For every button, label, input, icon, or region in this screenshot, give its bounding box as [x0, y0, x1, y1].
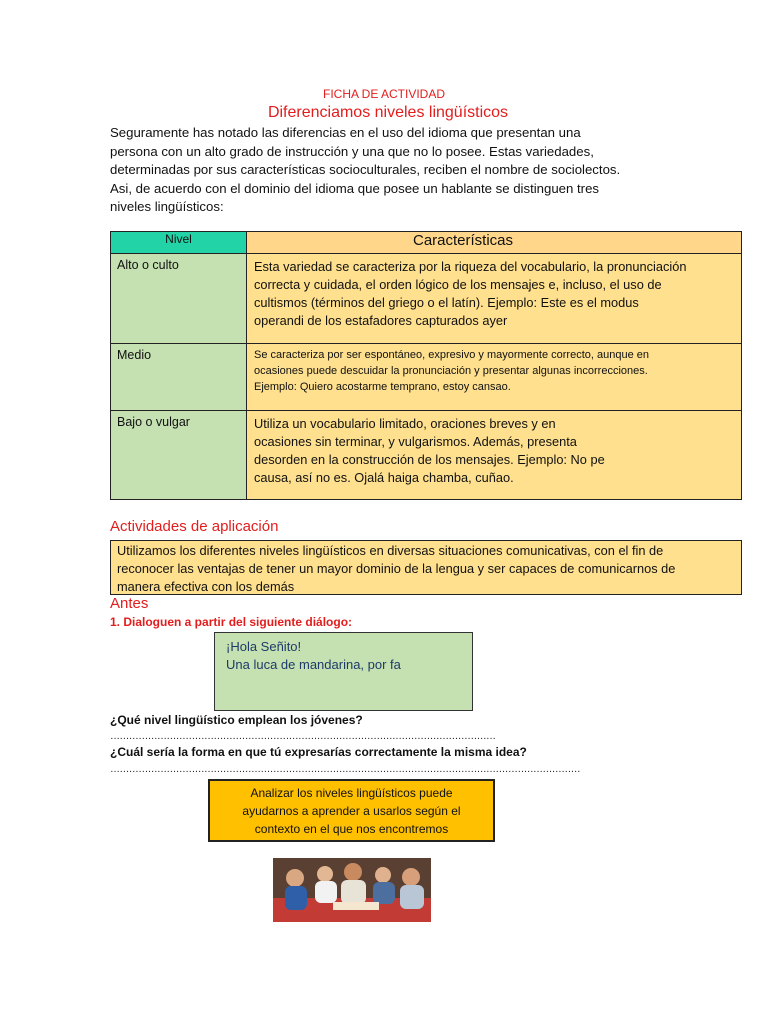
intro-line: niveles lingüísticos:	[110, 199, 224, 214]
description-line: Ejemplo: Quiero acostarme temprano, estoy cansao.	[254, 381, 511, 393]
tip-line: Analizar los niveles lingüísticos puede	[250, 786, 453, 800]
level-name: Medio	[117, 348, 152, 362]
level-description	[247, 411, 741, 491]
intro-line: Asi, de acuerdo con el dominio del idioma que posee un hablante se distinguen tres	[110, 180, 599, 196]
purpose-line: Utilizamos los diferentes niveles lingüísticos en diversas situaciones comunicativas, con el fin de	[117, 543, 664, 558]
activities-heading: Actividades de aplicación	[110, 518, 279, 535]
description-line: operandi de los estafadores capturados ayer	[254, 313, 508, 328]
answer-line-2[interactable]: ……………………………………………………………………………………………………………………………………	[110, 764, 581, 775]
document-label: FICHA DE ACTIVIDAD	[322, 87, 446, 101]
dialog-line: ¡Hola Señito!	[226, 639, 302, 654]
description-line: ocasiones sin terminar, y vulgarismos. Además, presenta	[254, 434, 577, 449]
tip-box	[208, 779, 495, 842]
tip-line: ayudarnos a aprender a usarlos según el	[242, 804, 461, 818]
purpose-line: reconocer las ventajas de tener un mayor dominio de la lengua y ser capaces de comunicarnos de	[117, 561, 676, 576]
students-photo	[273, 858, 431, 922]
level-name: Alto o culto	[117, 258, 179, 272]
level-name: Bajo o vulgar	[117, 415, 190, 429]
description-line: ocasiones puede descuidar la pronunciación y presentar algunas incorrecciones.	[254, 365, 648, 377]
question-2: ¿Cuál sería la forma en que tú expresarías correctamente la misma idea?	[110, 745, 527, 759]
description-line: Se caracteriza por ser espontáneo, expresivo y mayormente correcto, aunque en	[254, 349, 649, 361]
header-characteristics: Características	[247, 232, 742, 254]
table-header-row	[111, 232, 742, 254]
description-line: correcta y cuidada, el orden lógico de los mensajes e, incluso, el uso de	[254, 277, 662, 292]
document-title: Diferenciamos niveles lingüísticos	[267, 104, 509, 121]
question-1: ¿Qué nivel lingüístico emplean los jóvenes?	[110, 713, 363, 727]
description-line: Esta variedad se caracteriza por la riqueza del vocabulario, la pronunciación	[254, 259, 687, 274]
header-level: Nivel	[111, 232, 247, 254]
table-row	[111, 254, 742, 344]
table-row	[111, 411, 742, 500]
dialog-box	[214, 632, 473, 711]
purpose-line: manera efectiva con los demás	[117, 579, 295, 594]
table-row	[111, 344, 742, 411]
dialog-line: Una luca de mandarina, por fa	[226, 657, 401, 672]
description-line: cultismos (términos del griego o el latín). Ejemplo: Este es el modus	[254, 295, 639, 310]
intro-line: persona con un alto grado de instrucción y una que no lo posee. Estas variedades,	[110, 143, 594, 159]
level-description	[247, 344, 741, 399]
intro-paragraph	[110, 124, 670, 217]
description-line: causa, así no es. Ojalá haiga chamba, cuñao.	[254, 470, 514, 485]
students-illustration	[273, 858, 431, 922]
intro-line: Seguramente has notado las diferencias en el uso del idioma que presentan una	[110, 125, 581, 140]
level-description	[247, 254, 741, 334]
description-line: desorden en la construcción de los mensajes. Ejemplo: No pe	[254, 452, 605, 467]
antes-heading: Antes	[110, 595, 149, 612]
description-line: Utiliza un vocabulario limitado, oraciones breves y en	[254, 416, 556, 431]
answer-line-1[interactable]: ……………………………………………………………………………………………………………	[110, 731, 496, 742]
intro-line: determinadas por sus características socioculturales, reciben el nombre de sociolectos.	[110, 162, 621, 177]
dialog-instruction: 1. Dialoguen a partir del siguiente diálogo:	[110, 615, 353, 629]
activities-purpose-box	[110, 540, 742, 595]
tip-line: contexto en el que nos encontremos	[254, 822, 449, 836]
levels-table	[110, 231, 742, 500]
